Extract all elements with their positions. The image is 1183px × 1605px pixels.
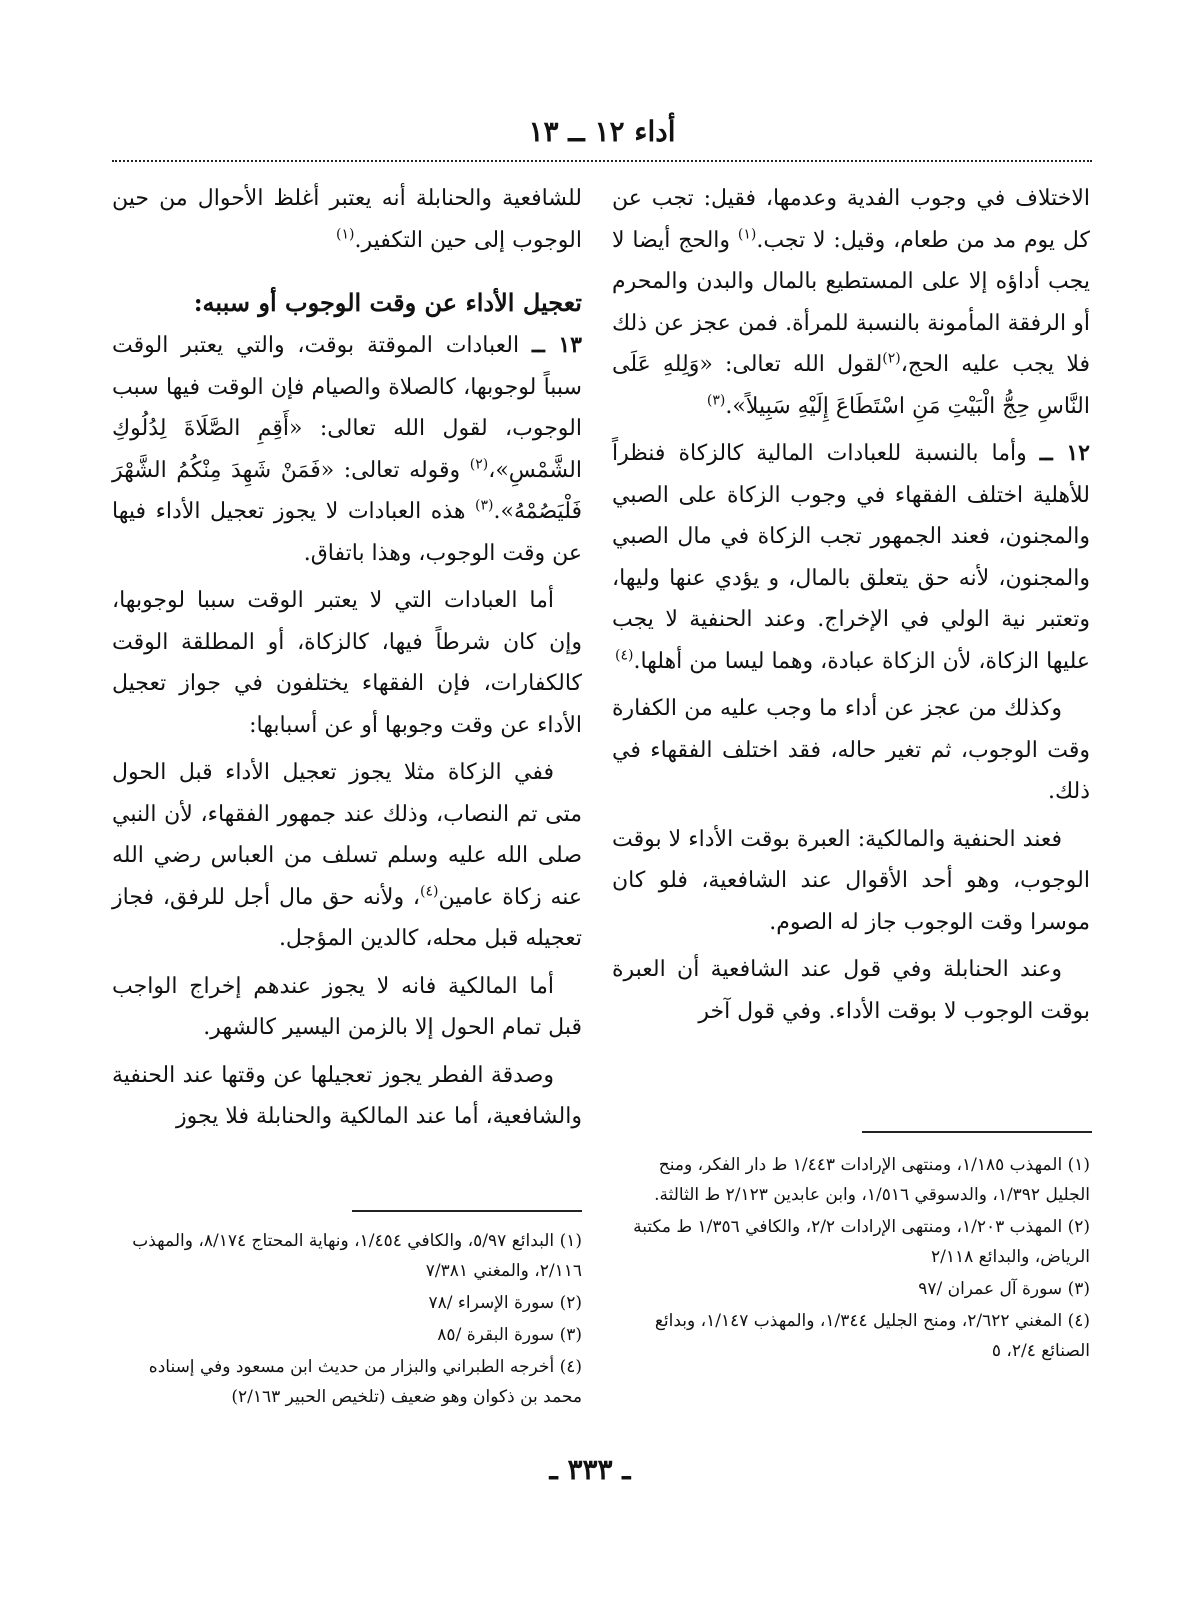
- section-number: ١٢ ــ: [1039, 440, 1090, 466]
- footnotes-left: [112, 1226, 582, 1414]
- footnote: (٢) سورة الإسراء /٧٨: [428, 1293, 582, 1313]
- left-paragraph-2: ١٣ ــ العبادات الموقتة بوقت، والتي يعتبر الوقت سبباً لوجوبها، كالصلاة والصيام فإن الوقت فيها سبب الوجوب، لقول الله تعالى: «أَقِمِ الصَّلَاةَ لِدُلُوكِ الشَّمْسِ»،$^{(٢)}$ وقوله تعالى: «فَمَنْ شَهِدَ مِنْكُمُ الشَّهْرَ فَلْيَصُمْهُ».$^{(٣)}$ هذه العبادات لا يجوز تعجيل الأداء فيها عن وقت الوجوب، وهذا باتفاق.: [112, 332, 582, 566]
- footnote-ref: (٢): [882, 350, 901, 367]
- footnote: (٣) سورة آل عمران /٩٧: [918, 1279, 1090, 1299]
- right-paragraph-1: الاختلاف في وجوب الفدية وعدمها، فقيل: تجب عن كل يوم مد من طعام، وقيل: لا تجب.$^{(١)}$ والحج أيضا لا يجب أداؤه إلا على المستطيع بالمال والبدن والمحرم أو الرفقة المأمونة بالنسبة للمرأة. فمن عجز عن ذلك فلا يجب عليه الحج،$^{(٢)}$لقول الله تعالى: «وَلِلهِ عَلَى النَّاسِ حِجُّ الْبَيْتِ مَنِ اسْتَطَاعَ إِلَيْهِ سَبِيلاً».$^{(٣)}$: [612, 186, 1090, 419]
- left-column: [112, 178, 582, 1144]
- right-paragraph-4: فعند الحنفية والمالكية: العبرة بوقت الأداء لا بوقت الوجوب، وهو أحد الأقوال عند الشافعية، فلو كان موسرا وقت الوجوب جاز له الصوم.: [612, 826, 1090, 935]
- right-paragraph-3: وكذلك من عجز عن أداء ما وجب عليه من الكفارة وقت الوجوب، ثم تغير حاله، فقد اختلف الفقهاء في ذلك.: [612, 696, 1090, 804]
- footnote: (١) البدائع ٥/٩٧، والكافي ١/٤٥٤، ونهاية المحتاج ٨/١٧٤، والمهذب ٢/١١٦، والمغني ٧/٣٨١: [132, 1231, 582, 1281]
- page-header: أداء ١٢ ــ ١٣: [528, 115, 676, 148]
- section-number: ١٣ ــ: [531, 332, 582, 358]
- footnote: (٣) سورة البقرة /٨٥: [437, 1325, 582, 1345]
- footnote-ref: (٣): [706, 392, 726, 409]
- footnote-separator-left: [352, 1210, 582, 1212]
- right-column: [612, 178, 1090, 1038]
- left-paragraph-1: للشافعية والحنابلة أنه يعتبر أغلظ الأحوال من حين الوجوب إلى حين التكفير.$^{(١)}$: [112, 186, 582, 253]
- left-paragraph-4: ففي الزكاة مثلا يجوز تعجيل الأداء قبل الحول متى تم النصاب، وذلك عند جمهور الفقهاء، لأن النبي صلى الله عليه وسلم تسلف من العباس رضي الله عنه زكاة عامين$^{(٤)}$، ولأنه حق مال أجل للرفق، فجاز تعجيله قبل محله، كالدين المؤجل.: [112, 760, 583, 951]
- right-paragraph-5: وعند الحنابلة وفي قول عند الشافعية أن العبرة بوقت الوجوب لا بوقت الأداء. وفي قول آخر: [612, 957, 1090, 1024]
- section-heading: تعجيل الأداء عن وقت الوجوب أو سببه:: [193, 288, 582, 317]
- page-number: ـ ٣٣٣ ـ: [549, 1453, 631, 1486]
- left-paragraph-3: أما العبادات التي لا يعتبر الوقت سببا لوجوبها، وإن كان شرطاً فيها، كالزكاة، أو المطلقة الوقت كالكفارات، فإن الفقهاء يختلفون في جواز تعجيل الأداء عن وقت وجوبها أو عن أسبابها:: [112, 588, 582, 738]
- footnote-ref: (١): [336, 226, 355, 243]
- footnote-ref: (٤): [614, 647, 634, 664]
- footnote-ref: (١): [737, 226, 757, 243]
- footnote-separator-right: [862, 1131, 1092, 1133]
- footnotes-right: [612, 1150, 1090, 1368]
- footnote: (٤) أخرجه الطبراني والبزار من حديث ابن مسعود وفي إسناده محمد بن ذكوان وهو ضعيف (تلخيص الحبير ٢/١٦٣): [148, 1357, 582, 1407]
- right-paragraph-2: ١٢ ــ وأما بالنسبة للعبادات المالية كالزكاة فنظراً للأهلية اختلف الفقهاء في وجوب الزكاة على الصبي والمجنون، فعند الجمهور تجب الزكاة في مال الصبي والمجنون، لأنه حق يتعلق بالمال، و يؤدي عنها وليها، وتعتبر نية الولي في الإخراج. وعند الحنفية لا يجب عليها الزكاة، لأن الزكاة عبادة، وهما ليسا من أهلها.$^{(٤)}$: [612, 440, 1090, 674]
- footnote: (٤) المغني ٢/٦٢٢، ومنح الجليل ١/٣٤٤، والمهذب ١/١٤٧، وبدائع الصنائع ٢/٤، ٥: [654, 1311, 1090, 1361]
- footnote-ref: (٤): [420, 883, 439, 900]
- left-paragraph-6: وصدقة الفطر يجوز تعجيلها عن وقتها عند الحنفية والشافعية، أما عند المالكية والحنابلة فلا يجوز: [112, 1062, 582, 1129]
- footnote: (٢) المهذب ١/٢٠٣، ومنتهى الإرادات ٢/٢، والكافي ١/٣٥٦ ط مكتبة الرياض، والبدائع ٢/١١٨: [633, 1217, 1090, 1267]
- footnote: (١) المهذب ١/١٨٥، ومنتهى الإرادات ١/٤٤٣ ط دار الفكر، ومنح الجليل ١/٣٩٢، والدسوقي ١/٥١٦، وابن عابدين ٢/١٢٣ ط الثالثة.: [654, 1155, 1090, 1205]
- header-dotted-rule: [112, 160, 1092, 162]
- footnote-ref: (٢): [469, 456, 489, 473]
- footnote-ref: (٣): [475, 497, 494, 514]
- left-paragraph-5: أما المالكية فانه لا يجوز عندهم إخراج الواجب قبل تمام الحول إلا بالزمن اليسير كالشهر.: [112, 973, 582, 1040]
